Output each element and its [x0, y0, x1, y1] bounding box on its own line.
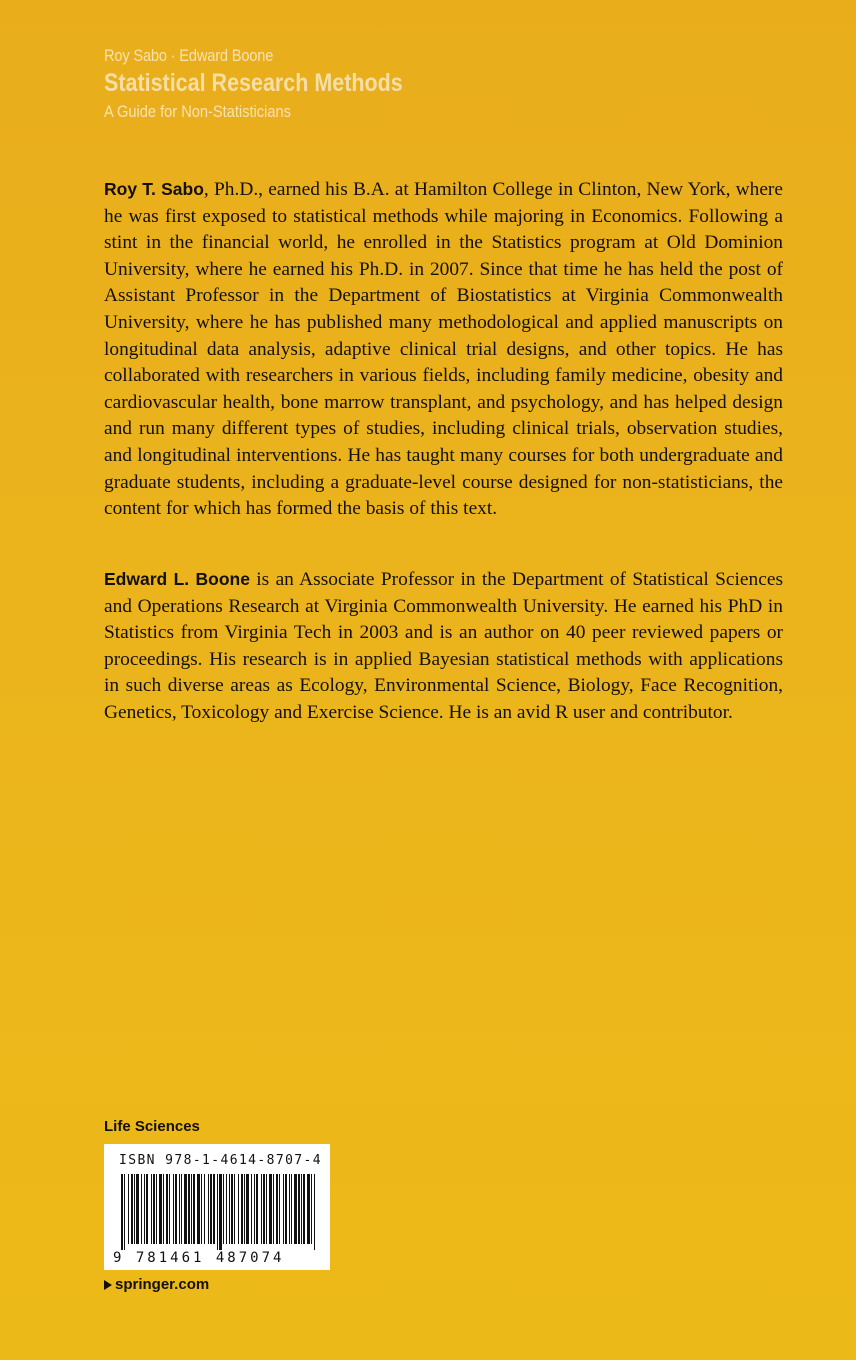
barcode-bar	[124, 1174, 125, 1250]
barcode-bar	[179, 1174, 180, 1244]
barcode-bar	[291, 1174, 292, 1244]
barcode-bar	[201, 1174, 202, 1244]
barcode-bar	[121, 1174, 123, 1250]
author-line: Roy Sabo · Edward Boone	[104, 46, 274, 65]
barcode-bar	[294, 1174, 297, 1244]
author-bio-sabo	[104, 176, 783, 523]
play-arrow-icon	[104, 1280, 112, 1290]
barcode-bar	[285, 1174, 287, 1244]
author-bio-text-boone: is an Associate Professor in the Department of Statistical Sciences and Operations Research at Virginia Commonwealth University. He earned his PhD in Statistics from Virginia Tech in 2003 and is an author on 40 peer reviewed papers or proceedings. His research is in applied Bayesian statistical methods with applications in such diverse areas as Ecology, Environmental Science, Biology, Face Recognition, Genetics, Toxicology and Exercise Science. He is an avid R user and contributor.	[104, 569, 783, 723]
barcode-bar	[191, 1174, 192, 1244]
barcode-bar	[141, 1174, 142, 1244]
barcode-bar	[289, 1174, 290, 1244]
subject-category: Life Sciences	[104, 1118, 200, 1135]
barcode-bar	[146, 1174, 148, 1244]
barcode-bar	[134, 1174, 135, 1244]
barcode-bar	[301, 1174, 302, 1244]
barcode-bar	[241, 1174, 243, 1244]
barcode-bar	[197, 1174, 200, 1244]
barcode-bar	[208, 1174, 209, 1244]
author-bio-text-sabo: , Ph.D., earned his B.A. at Hamilton College in Clinton, New York, where he was first exposed to statistical methods while majoring in Economics. Following a stint in the financial world, he enrolled in the Statistics program at Old Dominion University, where he earned his Ph.D. in 2007. Since that time he has held the post of Assistant Professor in the Department of Biostatistics at Virginia Commonwealth University, where he has published many methodological and applied manuscripts on longitudinal data analysis, adaptive clinical trial designs, and other topics. He has collaborated with researchers in various fields, including family medicine, obesity and cardiovascular health, bone marrow transplant, and psychology, and has helped design and run many different types of studies, including clinical trials, observation studies, and longitudinal interventions. He has taught many courses for both undergraduate and graduate students, including a graduate-level course designed for non-statisticians, the content for which has formed the basis of this text.	[104, 179, 783, 520]
book-title: Statistical Research Methods	[104, 69, 403, 97]
barcode-bar	[159, 1174, 162, 1244]
author-bio-boone	[104, 566, 783, 727]
barcode-bar	[193, 1174, 195, 1244]
barcode-bar	[231, 1174, 233, 1244]
barcode-bar	[188, 1174, 190, 1244]
barcode-bar	[169, 1174, 170, 1244]
cover-header	[104, 44, 744, 126]
barcode-bar	[283, 1174, 284, 1244]
barcode-bar	[163, 1174, 164, 1244]
barcode-bar	[213, 1174, 215, 1244]
barcode-bar	[246, 1174, 249, 1244]
barcode-bar	[269, 1174, 272, 1244]
barcode-bar	[261, 1174, 262, 1244]
barcode-bar	[128, 1174, 129, 1244]
barcode-bar	[307, 1174, 310, 1244]
barcode-bar	[311, 1174, 312, 1244]
barcode-bar	[263, 1174, 265, 1244]
barcode-bar	[175, 1174, 177, 1244]
isbn-barcode-panel	[104, 1144, 330, 1270]
barcode-bar	[204, 1174, 205, 1244]
barcode-bar	[166, 1174, 168, 1244]
barcode-bar	[217, 1174, 218, 1250]
barcode-bar	[153, 1174, 155, 1244]
barcode-bar	[244, 1174, 245, 1244]
barcode-bar	[131, 1174, 133, 1244]
publisher-website: springer.com	[115, 1276, 210, 1293]
barcode-bar	[229, 1174, 230, 1244]
barcode-bar	[136, 1174, 139, 1244]
barcode-bar	[303, 1174, 305, 1244]
barcode-bar	[173, 1174, 174, 1244]
isbn-label: ISBN 978-1-4614-8707-4	[119, 1153, 322, 1168]
publisher-link[interactable]	[104, 1276, 209, 1293]
barcode-bar	[151, 1174, 152, 1244]
barcode-bar	[254, 1174, 255, 1244]
barcode-bar	[256, 1174, 258, 1244]
author-name-sabo: Roy T. Sabo	[104, 179, 204, 199]
barcode-bar	[238, 1174, 239, 1244]
barcode-bar	[223, 1174, 224, 1244]
barcode-bar	[210, 1174, 212, 1244]
barcode-bar	[273, 1174, 274, 1244]
barcode-bar	[156, 1174, 157, 1244]
barcode-bar	[144, 1174, 145, 1244]
barcode-bar	[314, 1174, 315, 1250]
barcode-bar	[279, 1174, 280, 1244]
barcode-bar	[181, 1174, 182, 1244]
barcode-digits: 9 781461 487074	[113, 1250, 285, 1266]
barcode-bar	[298, 1174, 300, 1244]
barcode-bar	[219, 1174, 222, 1250]
barcode-bar	[184, 1174, 187, 1244]
barcode-bar	[266, 1174, 267, 1244]
barcode-bar	[251, 1174, 252, 1244]
author-name-boone: Edward L. Boone	[104, 569, 250, 589]
barcode-bar	[226, 1174, 227, 1244]
barcode-bar	[234, 1174, 235, 1244]
book-subtitle: A Guide for Non-Statisticians	[104, 102, 291, 121]
barcode-bar	[276, 1174, 278, 1244]
